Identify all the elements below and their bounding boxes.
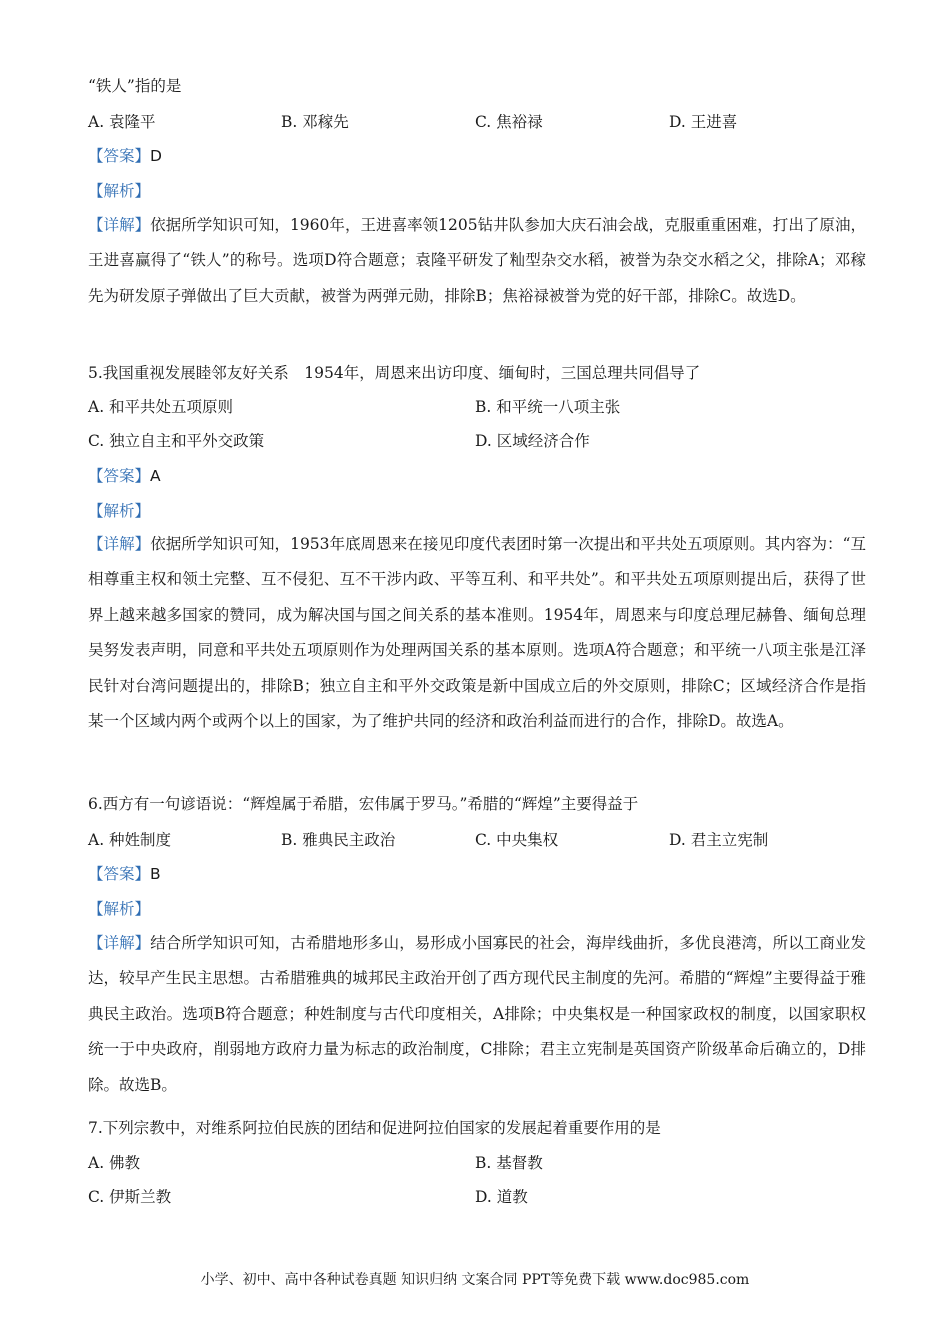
q6-option-c: C. 中央集权 bbox=[475, 831, 559, 849]
detail-tag: 【详解】 bbox=[88, 535, 151, 553]
q4-stem: “铁人”指的是 bbox=[88, 77, 182, 95]
answer-tag: 【答案】 bbox=[88, 865, 151, 883]
q7-option-c: C. 伊斯兰教 bbox=[88, 1188, 172, 1206]
q6-option-b: B. 雅典民主政治 bbox=[281, 831, 396, 849]
page-footer: 小学、初中、高中各种试卷真题 知识归纳 文案合同 PPT等免费下载 www.doc985.com bbox=[200, 1272, 750, 1288]
q5-detail-text: 依据所学知识可知，1953年底周恩来在接见印度代表团时第一次提出和平共处五项原则。其内容为：“互相尊重主权和领土完整、互不侵犯、互不干涉内政、平等互利、和平共处”。和平共处五项原则提出后，获得了世界上越来越多国家的赞同，成为解决国与国之间关系的基本准则。1954年，周恩来与印度总理尼赫鲁、缅甸总理吴努发表声明，同意和平共处五项原则作为处理两国关系的基本原则。选项A符合题意；和平统一八项主张是江泽民针对台湾问题提出的，排除B；独立自主和平外交政策是新中国成立后的外交原则，排除C；区域经济合作是指某一个区域内两个或两个以上的国家，为了维护共同的经济和政治利益而进行的合作，排除D。故选A。 bbox=[88, 535, 866, 731]
q5-answer-line bbox=[88, 466, 161, 486]
q6-option-d: D. 君主立宪制 bbox=[669, 831, 769, 849]
q6-detail bbox=[88, 926, 866, 1103]
q6-answer-line bbox=[88, 864, 161, 884]
q7-option-d: D. 道教 bbox=[475, 1188, 528, 1206]
q6-option-a: A. 种姓制度 bbox=[88, 831, 172, 849]
q4-detail bbox=[88, 208, 866, 314]
q4-detail-text: 依据所学知识可知，1960年，王进喜率领1205钻井队参加大庆石油会战，克服重重困难，打出了原油，王进喜赢得了“铁人”的称号。选项D符合题意；袁隆平研发了籼型杂交水稻，被誉为杂交水稻之父，排除A；邓稼先为研发原子弹做出了巨大贡献，被誉为两弹元勋，排除B；焦裕禄被誉为党的好干部，排除C。故选D。 bbox=[88, 216, 866, 305]
q4-analysis-tag: 【解析】 bbox=[88, 182, 151, 200]
q5-option-c: C. 独立自主和平外交政策 bbox=[88, 432, 265, 450]
answer-tag: 【答案】 bbox=[88, 467, 151, 485]
q6-stem: 6.西方有一句谚语说：“辉煌属于希腊，宏伟属于罗马。”希腊的“辉煌”主要得益于 bbox=[88, 795, 639, 813]
detail-tag: 【详解】 bbox=[88, 216, 151, 234]
q4-option-c: C. 焦裕禄 bbox=[475, 113, 543, 131]
q6-answer: B bbox=[150, 865, 161, 883]
q5-answer: A bbox=[150, 467, 161, 485]
answer-tag: 【答案】 bbox=[88, 147, 151, 165]
q7-option-b: B. 基督教 bbox=[475, 1154, 543, 1172]
q5-option-b: B. 和平统一八项主张 bbox=[475, 398, 621, 416]
q5-analysis-tag: 【解析】 bbox=[88, 502, 151, 520]
q7-stem: 7.下列宗教中，对维系阿拉伯民族的团结和促进阿拉伯国家的发展起着重要作用的是 bbox=[88, 1119, 661, 1137]
q6-detail-text: 结合所学知识可知，古希腊地形多山，易形成小国寡民的社会，海岸线曲折，多优良港湾，所以工商业发达，较早产生民主思想。古希腊雅典的城邦民主政治开创了西方现代民主制度的先河。希腊的“辉煌”主要得益于雅典民主政治。选项B符合题意；种姓制度与古代印度相关，A排除；中央集权是一种国家政权的制度，以国家职权统一于中央政府，削弱地方政府力量为标志的政治制度，C排除；君主立宪制是英国资产阶级革命后确立的，D排除。故选B。 bbox=[88, 934, 866, 1094]
q4-option-d: D. 王进喜 bbox=[669, 113, 738, 131]
q4-answer-line bbox=[88, 146, 162, 166]
q4-answer: D bbox=[150, 147, 162, 165]
q4-option-b: B. 邓稼先 bbox=[281, 113, 349, 131]
q5-detail bbox=[88, 527, 866, 739]
q5-option-d: D. 区域经济合作 bbox=[475, 432, 590, 450]
detail-tag: 【详解】 bbox=[88, 934, 151, 952]
q7-option-a: A. 佛教 bbox=[88, 1154, 141, 1172]
q5-option-a: A. 和平共处五项原则 bbox=[88, 398, 234, 416]
q5-stem: 5.我国重视发展睦邻友好关系 1954年，周恩来出访印度、缅甸时，三国总理共同倡导了 bbox=[88, 364, 701, 382]
q4-option-a: A. 袁隆平 bbox=[88, 113, 156, 131]
q6-analysis-tag: 【解析】 bbox=[88, 900, 151, 918]
